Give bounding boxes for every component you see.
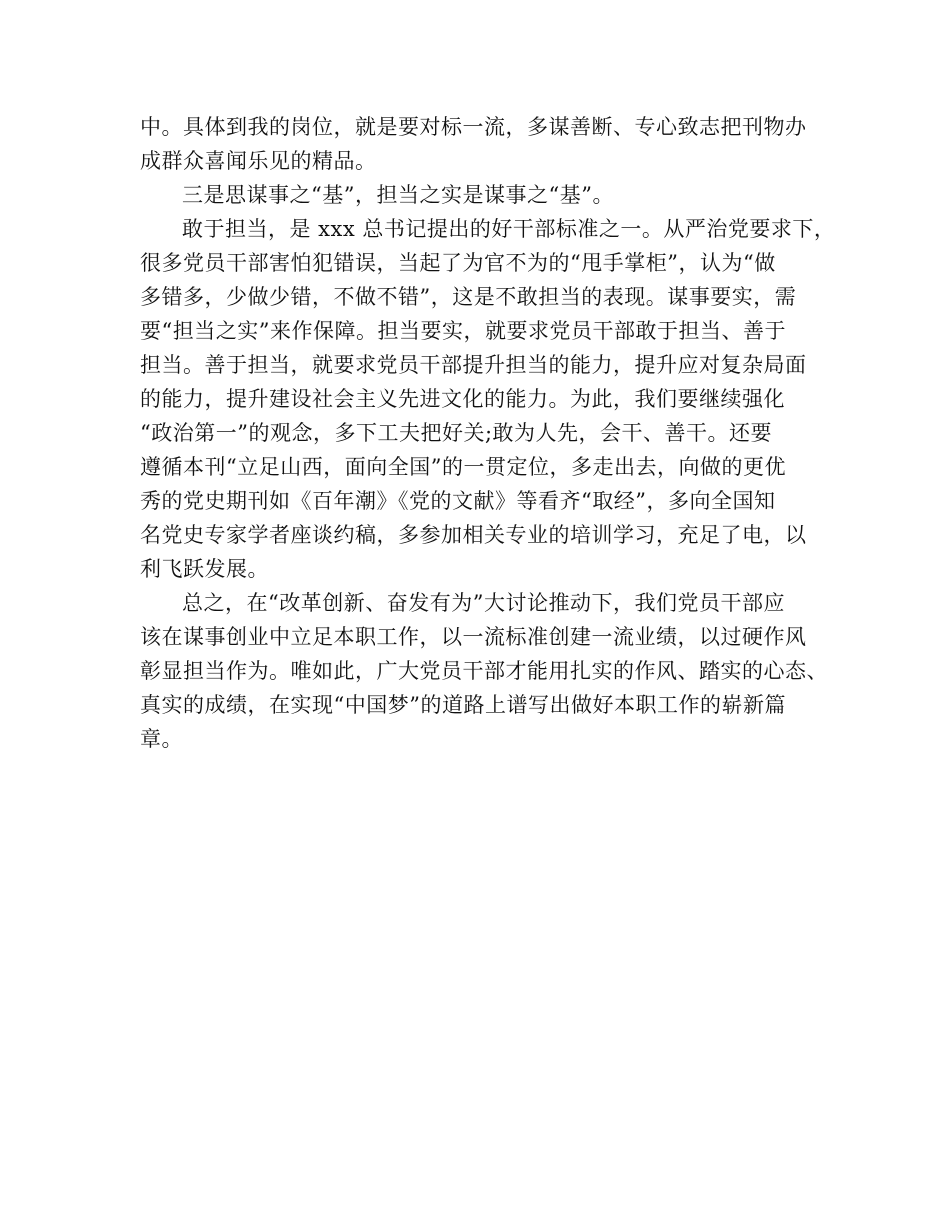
text-line: “政治第一”的观念，多下工夫把好关;敢为人先，会干、善干。还要 — [140, 421, 773, 445]
paragraph-body — [140, 212, 836, 586]
text-line: 真实的成绩，在实现“中国梦”的道路上谱写出做好本职工作的崭新篇 — [140, 693, 786, 717]
text-line: 的能力，提升建设社会主义先进文化的能力。为此，我们要继续强化 — [140, 387, 785, 411]
text-line: 遵循本刊“立足山西，面向全国”的一贯定位，多走出去，向做的更优 — [140, 455, 786, 479]
text-line: 很多党员干部害怕犯错误，当起了为官不为的“甩手掌柜”，认为“做 — [140, 251, 776, 275]
text-line: 利飞跃发展。 — [140, 557, 269, 581]
text-line: 要“担当之实”来作保障。担当要实，就要求党员干部敢于担当、善于 — [140, 319, 786, 343]
text-line: 成群众喜闻乐见的精品。 — [140, 149, 377, 173]
text-line: 章。 — [140, 727, 183, 751]
text-line: 总之，在“改革创新、奋发有为”大讨论推动下，我们党员干部应 — [182, 591, 785, 615]
text-line: 中。具体到我的岗位，就是要对标一流，多谋善断、专心致志把刊物办 — [140, 115, 807, 139]
paragraph-continuation — [140, 110, 820, 178]
text-line: 三是思谋事之“基”，担当之实是谋事之“基”。 — [182, 183, 614, 207]
paragraph-conclusion — [140, 586, 828, 756]
text-line: 多错多，少做少错，不做不错”，这是不敢担当的表现。谋事要实，需 — [140, 285, 797, 309]
text-line: 该在谋事创业中立足本职工作，以一流标准创建一流业绩，以过硬作风 — [140, 625, 807, 649]
text-line: 彰显担当作为。唯如此，广大党员干部才能用扎实的作风、踏实的心态、 — [140, 659, 828, 683]
text-line: 名党史专家学者座谈约稿，多参加相关专业的培训学习，充足了电，以 — [140, 523, 807, 547]
text-line: 秀的党史期刊如《百年潮》《党的文献》等看齐“取经”，多向全国知 — [140, 489, 776, 513]
text-line: 担当。善于担当，就要求党员干部提升担当的能力，提升应对复杂局面 — [140, 353, 807, 377]
paragraph-heading-three — [140, 178, 820, 212]
text-line: 敢于担当，是 xxx 总书记提出的好干部标准之一。从严治党要求下， — [182, 217, 836, 241]
document-page — [140, 110, 836, 756]
